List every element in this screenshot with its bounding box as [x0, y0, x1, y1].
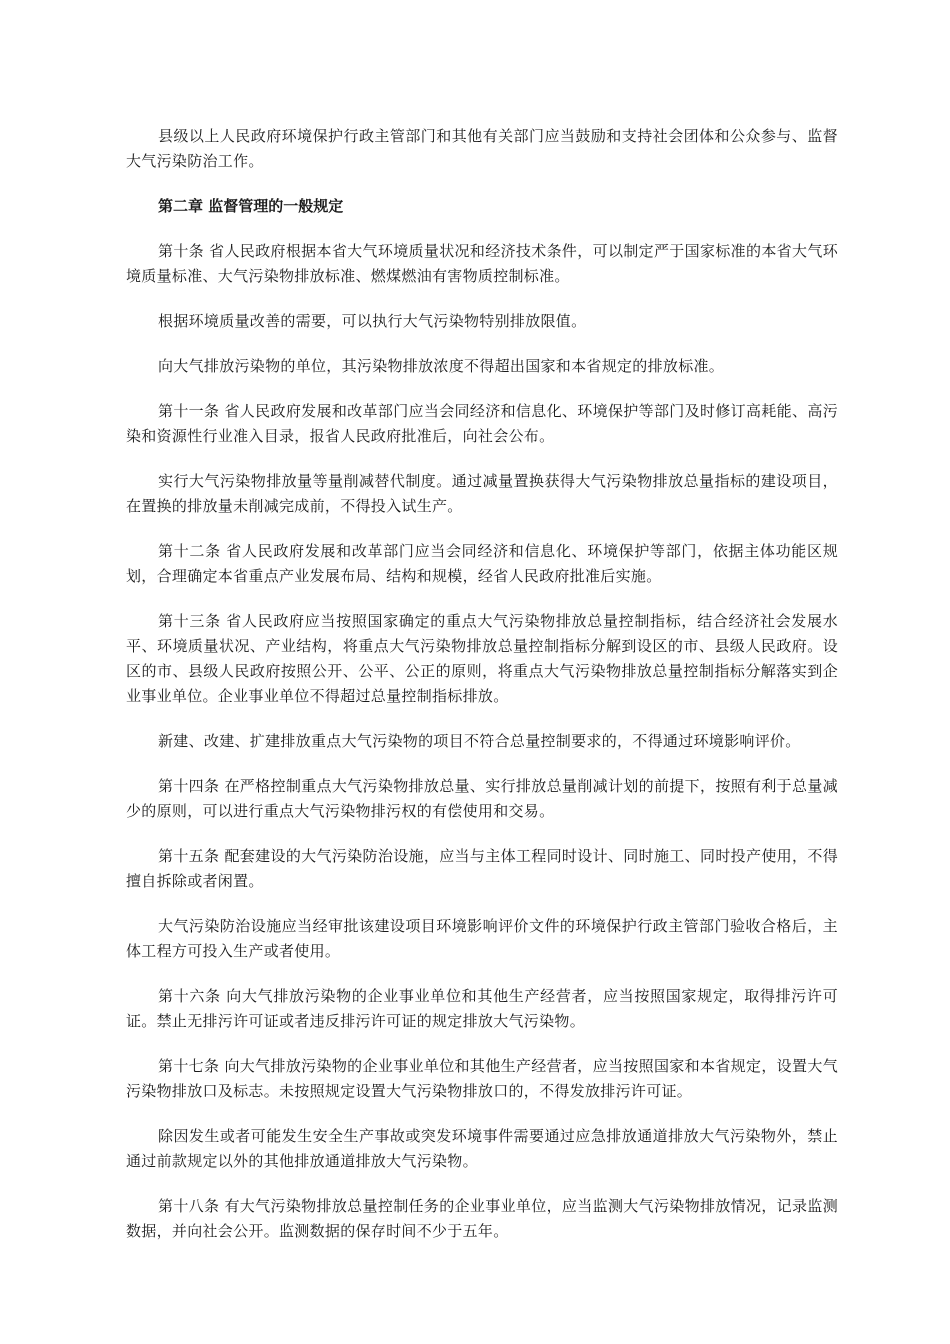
- article-11: 第十一条 省人民政府发展和改革部门应当会同经济和信息化、环境保护等部门及时修订高耗能、高污染和资源性行业准入目录，报省人民政府批准后，向社会公布。: [126, 402, 838, 445]
- paragraph: 县级以上人民政府环境保护行政主管部门和其他有关部门应当鼓励和支持社会团体和公众参与、监督大气污染防治工作。: [126, 127, 838, 170]
- paragraph: 新建、改建、扩建排放重点大气污染物的项目不符合总量控制要求的，不得通过环境影响评价。: [158, 732, 801, 750]
- article-10: 第十条 省人民政府根据本省大气环境质量状况和经济技术条件，可以制定严于国家标准的本省大气环境质量标准、大气污染物排放标准、燃煤燃油有害物质控制标准。: [126, 242, 838, 285]
- paragraph: 大气污染防治设施应当经审批该建设项目环境影响评价文件的环境保护行政主管部门验收合格后，主体工程方可投入生产或者使用。: [126, 917, 838, 960]
- paragraph: 根据环境质量改善的需要，可以执行大气污染物特别排放限值。: [158, 312, 587, 330]
- article-17: 第十七条 向大气排放污染物的企业事业单位和其他生产经营者，应当按照国家和本省规定，设置大气污染物排放口及标志。未按照规定设置大气污染物排放口的，不得发放排污许可证。: [126, 1057, 838, 1100]
- article-16: 第十六条 向大气排放污染物的企业事业单位和其他生产经营者，应当按照国家规定，取得排污许可证。禁止无排污许可证或者违反排污许可证的规定排放大气污染物。: [126, 987, 838, 1030]
- paragraph: 实行大气污染物排放量等量削减替代制度。通过减量置换获得大气污染物排放总量指标的建设项目，在置换的排放量未削减完成前，不得投入试生产。: [126, 472, 838, 515]
- chapter-heading: 第二章 监督管理的一般规定: [158, 197, 344, 215]
- article-12: 第十二条 省人民政府发展和改革部门应当会同经济和信息化、环境保护等部门，依据主体功能区规划，合理确定本省重点产业发展布局、结构和规模，经省人民政府批准后实施。: [126, 542, 838, 585]
- article-15: 第十五条 配套建设的大气污染防治设施，应当与主体工程同时设计、同时施工、同时投产使用，不得擅自拆除或者闲置。: [126, 847, 838, 890]
- paragraph: 除因发生或者可能发生安全生产事故或突发环境事件需要通过应急排放通道排放大气污染物外，禁止通过前款规定以外的其他排放通道排放大气污染物。: [126, 1127, 838, 1170]
- document-page: [126, 124, 838, 1264]
- article-14: 第十四条 在严格控制重点大气污染物排放总量、实行排放总量削减计划的前提下，按照有利于总量减少的原则，可以进行重点大气污染物排污权的有偿使用和交易。: [126, 777, 838, 820]
- article-18: 第十八条 有大气污染物排放总量控制任务的企业事业单位，应当监测大气污染物排放情况，记录监测数据，并向社会公开。监测数据的保存时间不少于五年。: [126, 1197, 838, 1240]
- paragraph: 向大气排放污染物的单位，其污染物排放浓度不得超出国家和本省规定的排放标准。: [158, 357, 725, 375]
- article-13: 第十三条 省人民政府应当按照国家确定的重点大气污染物排放总量控制指标，结合经济社会发展水平、环境质量状况、产业结构，将重点大气污染物排放总量控制指标分解到设区的市、县级人民政府。设区的市、县级人民政府按照公开、公平、公正的原则，将重点大气污染物排放总量控制指标分解落实到企业事业单位。企业事业单位不得超过总量控制指标排放。: [126, 612, 838, 705]
